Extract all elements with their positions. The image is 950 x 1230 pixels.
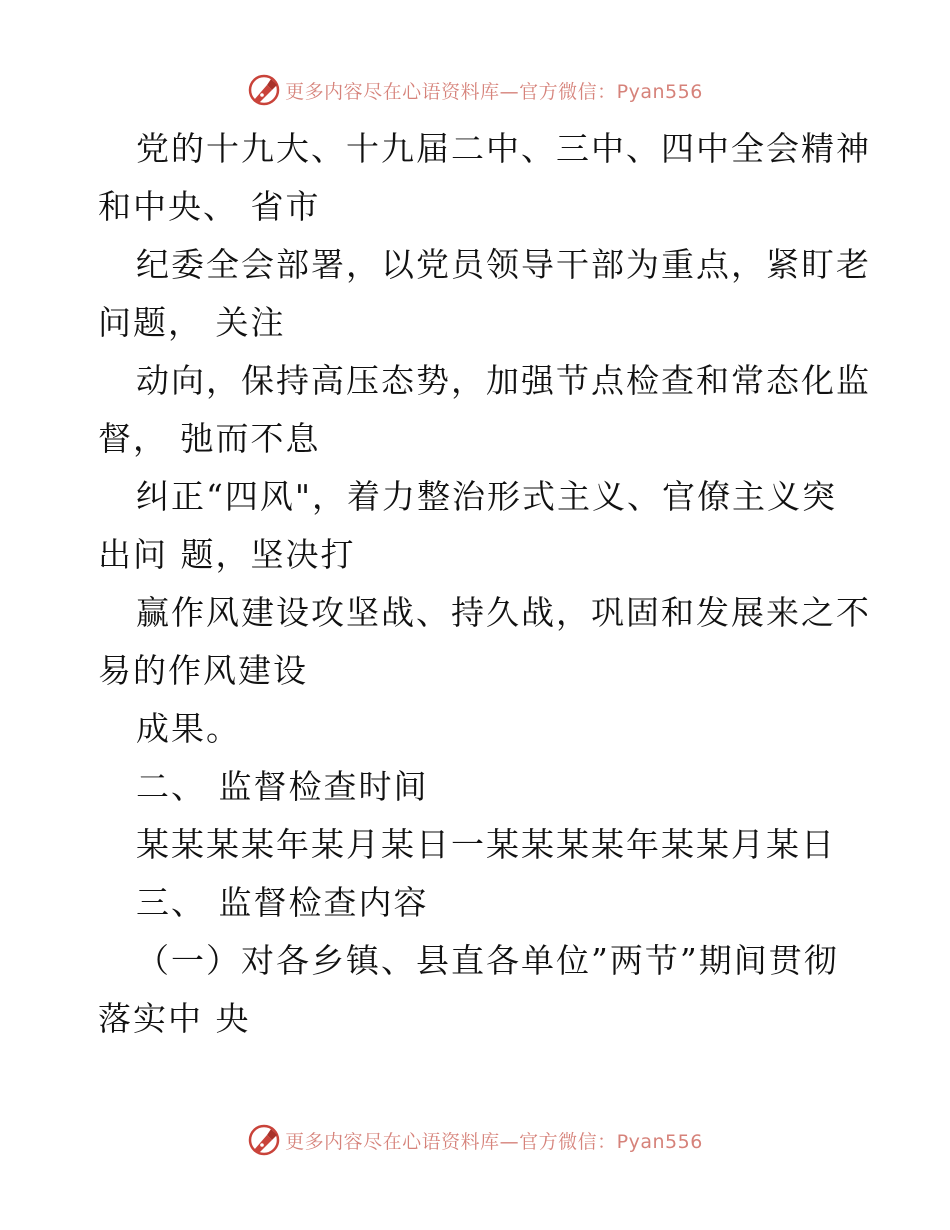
pen-logo-icon — [247, 1123, 281, 1157]
body-line: 党的十九大、十九届二中、三中、四中全会精神 — [136, 129, 871, 168]
section-heading-time: 二、 监督检查时间 — [136, 767, 429, 806]
body-line: 问题， 关注 — [98, 303, 286, 342]
section-heading-content: 三、 监督检查内容 — [136, 883, 429, 922]
document-body — [98, 120, 871, 1048]
body-line: （一）对各乡镇、县直各单位”两节”期间贯彻 — [136, 941, 839, 980]
body-line: 成果。 — [136, 709, 241, 748]
body-line: 赢作风建设攻坚战、持久战，巩固和发展来之不 — [136, 593, 871, 632]
body-line: 和中央、 省市 — [98, 187, 321, 226]
body-line: 易的作风建设 — [98, 651, 308, 690]
body-line: 纪委全会部署，以党员领导干部为重点，紧盯老 — [136, 245, 871, 284]
body-line: 落实中 央 — [98, 999, 251, 1038]
body-line: 纠正“四风"，着力整治形式主义、官僚主义突 — [136, 477, 838, 516]
watermark-text: 更多内容尽在心语资料库—官方微信：Pyan556 — [285, 1130, 703, 1153]
body-line: 督， 弛而不息 — [98, 419, 321, 458]
body-line-date-range: 某某某某年某月某日一某某某某年某某月某日 — [136, 825, 836, 864]
pen-logo-icon — [247, 73, 281, 107]
body-line: 出问 题，坚决打 — [98, 535, 356, 574]
footer-watermark — [0, 1120, 950, 1160]
header-watermark — [0, 70, 950, 110]
body-line: 动向，保持高压态势，加强节点检查和常态化监 — [136, 361, 871, 400]
watermark-text: 更多内容尽在心语资料库—官方微信：Pyan556 — [285, 80, 703, 103]
